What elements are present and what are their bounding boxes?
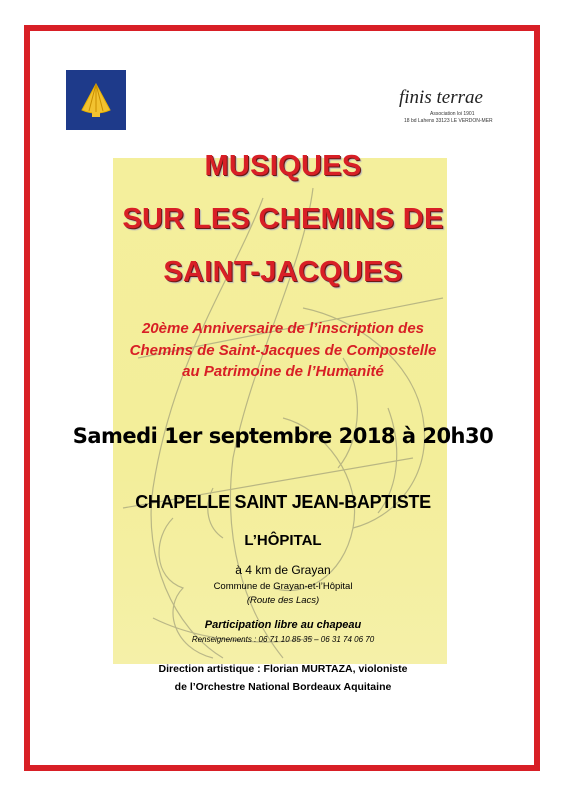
finis-terrae-logo: finis terrae [399, 87, 483, 108]
title-line-1: MUSIQUES [204, 150, 362, 182]
subtitle-line-1: 20ème Anniversaire de l’inscription des [141, 320, 425, 337]
venue-place: L’HÔPITAL [244, 532, 322, 549]
subtitle-line-2: Chemins de Saint-Jacques de Compostelle [129, 342, 437, 359]
subtitle-line-3: au Patrimoine de l’Humanité [182, 363, 384, 380]
artistic-direction-line-2: de l’Orchestre National Bordeaux Aquitaine [174, 681, 392, 693]
title-line-2: SUR LES CHEMINS DE [122, 203, 444, 235]
location-commune: Commune de Grayan-et-l’Hôpital [213, 581, 353, 592]
finis-terrae-line2: 18 bd Lahens 33123 LE VERDON-MER [404, 118, 493, 124]
location-route: (Route des Lacs) [246, 595, 320, 606]
location-distance: à 4 km de Grayan [235, 563, 331, 577]
entry-note: Participation libre au chapeau [204, 619, 362, 631]
title-line-3: SAINT-JACQUES [163, 256, 403, 288]
association-logo [66, 70, 126, 130]
event-date: Samedi 1er septembre 2018 à 20h30 [72, 424, 494, 448]
venue-chapel: CHAPELLE SAINT JEAN-BAPTISTE [135, 492, 431, 512]
finis-terrae-line1: Association loi 1901 [430, 111, 475, 117]
contact-phones: Renseignements : 06 71 10 85 35 – 06 31 74 06 70 [191, 635, 375, 644]
artistic-direction-line-1: Direction artistique : Florian MURTAZA, violoniste [158, 663, 408, 675]
